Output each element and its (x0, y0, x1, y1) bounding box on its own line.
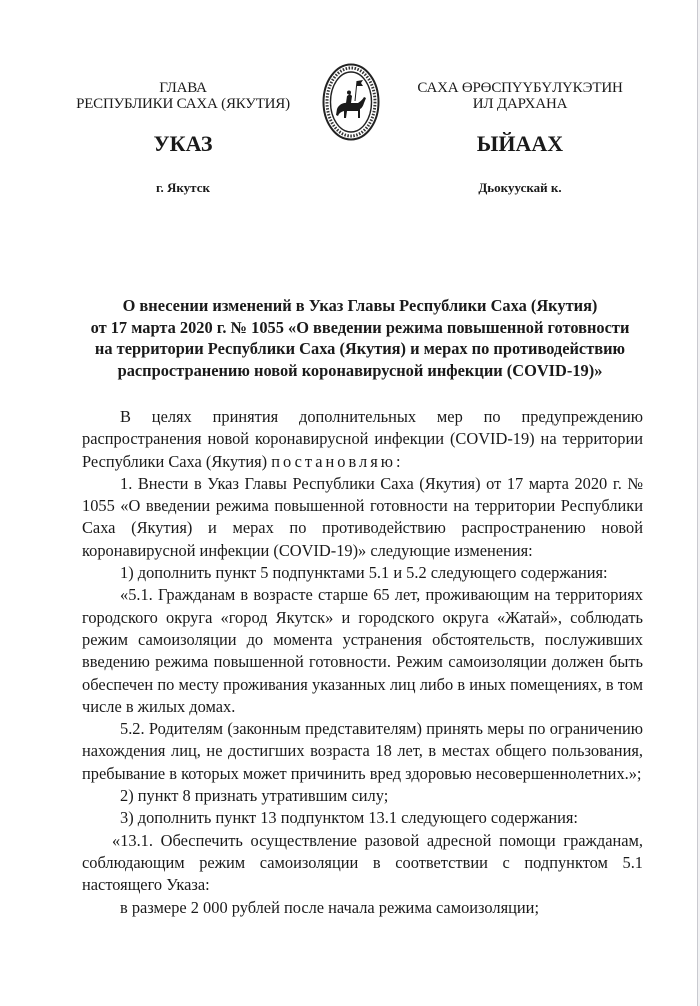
subpoint-5-2: 5.2. Родителям (законным представителям) принять меры по ограничению нахождения лиц, не достигших возраста 18 лет, в местах общего пользования, пребывание в которых может причинить вред здоровью несовершеннолетних.»; (82, 719, 643, 783)
header-left-city: г. Якутск (156, 180, 210, 195)
title-line: от 17 марта 2020 г. № 1055 «О введении режима повышенной готовности (90, 317, 630, 337)
document-body (82, 406, 643, 919)
subpoint-13-1-amount: в размере 2 000 рублей после начала режима самоизоляции; (120, 897, 539, 917)
preamble-paragraph (82, 406, 643, 473)
header-left-doc-type: УКАЗ (153, 131, 213, 156)
header-right-org (396, 80, 644, 112)
title-line: О внесении изменений в Указ Главы Республики Саха (Якутия) (122, 296, 598, 315)
item-1-subitem-2: 2) пункт 8 признать утратившим силу; (120, 786, 389, 806)
item-1-subitem-3: 3) дополнить пункт 13 подпунктом 13.1 следующего содержания: (120, 808, 578, 828)
header-right-org-line1: САХА ӨРӨСПҮҮБҮЛҮКЭТИН (417, 80, 623, 96)
header-right-doc-type: ЫЙААХ (476, 131, 564, 156)
coat-of-arms-emblem-icon (322, 63, 380, 141)
decree-word: постановляю: (271, 451, 404, 471)
item-1: 1. Внести в Указ Главы Республики Саха (Якутия) от 17 марта 2020 г. № 1055 «О введении режима повышенной готовности на территории Республики Саха (Якутия) и мерах по противодействию распространению новой коронавирусной инфекции (COVID-19)» следующие изменения: (82, 473, 643, 560)
item-1-subitem-1: 1) дополнить пункт 5 подпунктами 5.1 и 5.2 следующего содержания: (120, 563, 608, 583)
subpoint-5-1: «5.1. Гражданам в возрасте старше 65 лет, проживающим на территориях городского округа «город Якутск» и городского округа «Жатай», соблюдать режим самоизоляции до момента устранения обстоятельств, послуживших введению режима повышенной готовности. Режим самоизоляции должен быть обеспечен по месту проживания указанных лиц либо в иных помещениях, в том числе в жилых домах. (82, 585, 643, 716)
header-left-org-line2: РЕСПУБЛИКИ САХА (ЯКУТИЯ) (76, 96, 290, 112)
header-left-org-line1: ГЛАВА (159, 80, 207, 96)
header-right-city: Дьокуускай к. (478, 180, 562, 195)
subpoint-13-1: «13.1. Обеспечить осуществление разовой адресной помощи гражданам, соблюдающим режим самоизоляции в соответствии с подпунктом 5.1 настоящего Указа: (82, 830, 643, 895)
page-edge-line (697, 0, 698, 1006)
header-left-org (60, 80, 306, 112)
preamble-text: В целях принятия дополнительных мер по предупреждению распространения новой коронавирусной инфекции (COVID-19) на территории Республики Саха (Якутия) (82, 407, 643, 471)
document-title (70, 295, 650, 381)
title-line: на территории Республики Саха (Якутия) и мерах по противодействию (94, 339, 626, 358)
header-right-org-line2: ИЛ ДАРХАНА (472, 96, 568, 112)
title-line: распространению новой коронавирусной инфекции (COVID-19)» (117, 360, 603, 380)
